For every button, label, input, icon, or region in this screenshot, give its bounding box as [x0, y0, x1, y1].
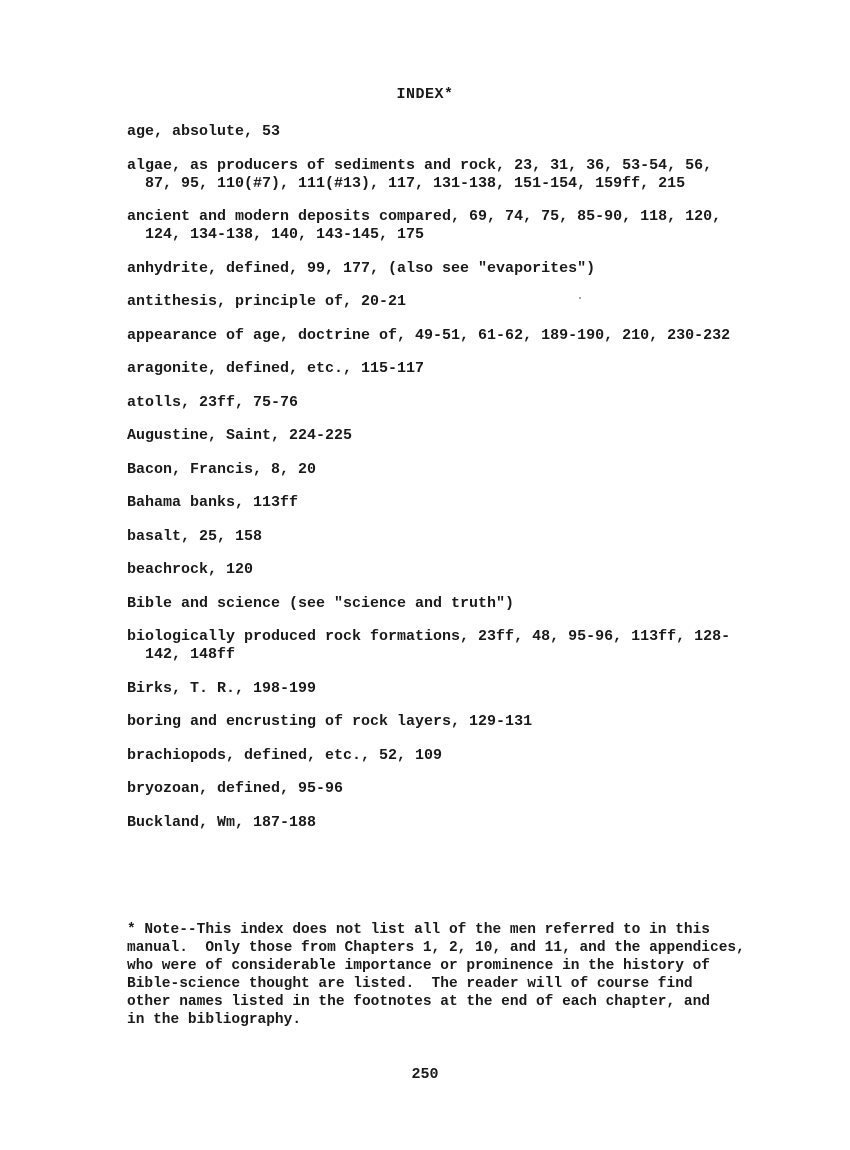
- index-entry: age, absolute, 53: [127, 123, 281, 140]
- index-entry: basalt, 25, 158: [127, 527, 263, 545]
- index-entry: anhydrite, defined, 99, 177, (also see "evaporites"): [127, 259, 596, 277]
- index-entry: antithesis, principle of, 20-21: [127, 293, 407, 310]
- footnote-line: other names listed in the footnotes at the end of each chapter, and: [127, 994, 710, 1010]
- footnote-line: Bible-science thought are listed. The reader will of course find: [127, 976, 693, 992]
- index-entry: Birks, T. R., 198-199: [127, 679, 317, 697]
- footnote: [127, 921, 747, 1029]
- footnote-line: in the bibliography.: [127, 1012, 302, 1028]
- page-number: 250: [411, 1066, 439, 1083]
- index-entry: Augustine, Saint, 224-225: [127, 427, 353, 444]
- index-entry: boring and encrusting of rock layers, 129-131: [127, 713, 533, 730]
- index-entries: [127, 123, 747, 847]
- index-entry: aragonite, defined, etc., 115-117: [127, 360, 425, 377]
- footnote-line: who were of considerable importance or prominence in the history of: [127, 958, 710, 974]
- page-title: INDEX*: [396, 86, 454, 103]
- index-entry: algae, as producers of sediments and rock, 23, 31, 36, 53-54, 56, 87, 95, 110(#7), 111(#13), 117, 131-138, 151-154, 159ff, 215: [127, 156, 722, 192]
- index-entry: Buckland, Wm, 187-188: [127, 813, 317, 831]
- scan-speck: [579, 297, 581, 299]
- index-entry: appearance of age, doctrine of, 49-51, 61-62, 189-190, 210, 230-232: [127, 326, 731, 344]
- index-entry: Bible and science (see "science and truth"): [127, 594, 515, 612]
- index-entry: Bahama banks, 113ff: [127, 494, 299, 511]
- index-entry: ancient and modern deposits compared, 69, 74, 75, 85-90, 118, 120, 124, 134-138, 140, 143-145, 175: [127, 208, 731, 243]
- index-entry: atolls, 23ff, 75-76: [127, 393, 299, 411]
- index-entry: beachrock, 120: [127, 561, 254, 578]
- index-entry: brachiopods, defined, etc., 52, 109: [127, 746, 443, 764]
- footnote-line: manual. Only those from Chapters 1, 2, 10, and 11, and the appendices,: [127, 940, 745, 956]
- footnote-line: * Note--This index does not list all of the men referred to in this: [127, 922, 710, 938]
- index-entry: bryozoan, defined, 95-96: [127, 780, 344, 797]
- index-entry: Bacon, Francis, 8, 20: [127, 460, 317, 478]
- index-entry: biologically produced rock formations, 23ff, 48, 95-96, 113ff, 128-142, 148ff: [127, 628, 731, 663]
